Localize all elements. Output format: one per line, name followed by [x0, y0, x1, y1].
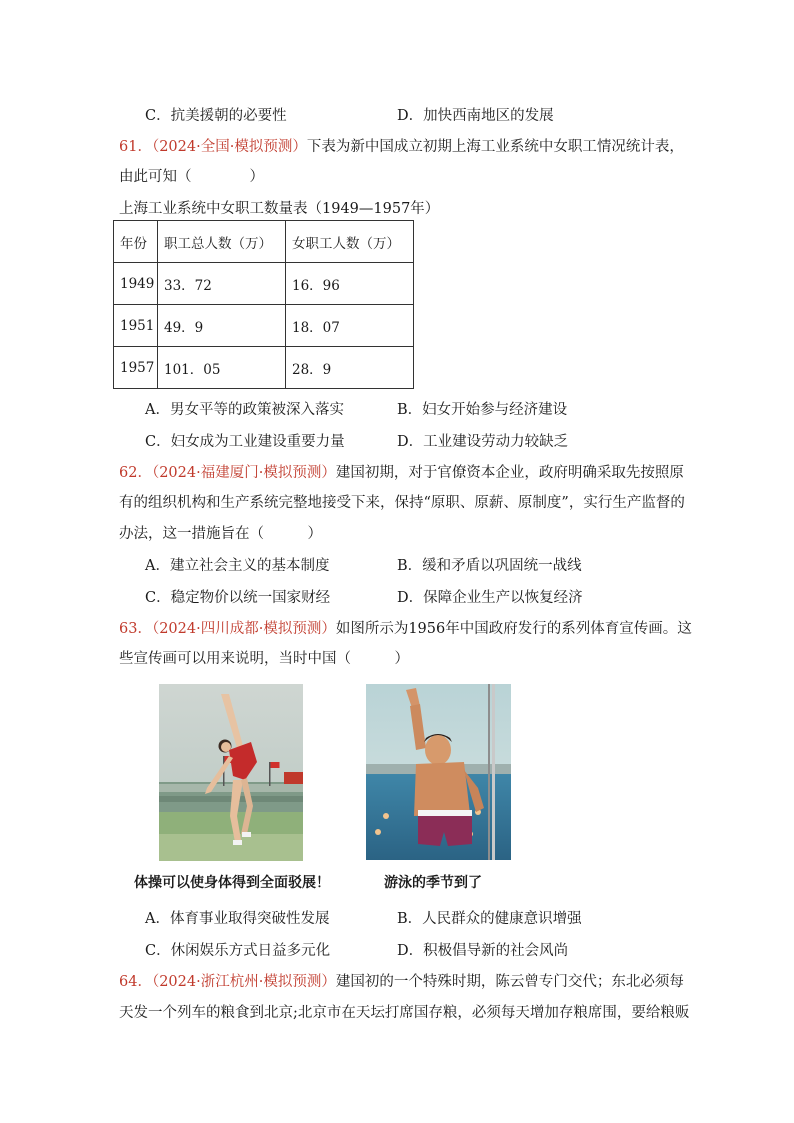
question-62-number: 62． [119, 465, 152, 481]
q61-option-a: A．男女平等的政策被深入落实 [145, 402, 344, 418]
q63-option-a: A．体育事业取得突破性发展 [145, 911, 330, 927]
table-header-female: 女职工人数（万） [286, 221, 414, 263]
table-header-row [114, 221, 414, 263]
q63-option-b: B．人民群众的健康意识增强 [397, 911, 582, 927]
question-64-source: （2024·浙江杭州·模拟预测） [151, 974, 336, 990]
table-row [114, 263, 414, 305]
table-cell: 28．9 [286, 347, 414, 389]
table-cell: 16．96 [286, 263, 414, 305]
table-cell: 1957 [114, 347, 158, 389]
table-cell: 18．07 [286, 305, 414, 347]
question-64-stem-part1: 建国初的一个特殊时期，陈云曾专门交代；东北必须每 [335, 974, 684, 990]
q60-option-c: C．抗美援朝的必要性 [145, 108, 287, 124]
question-63-number: 63． [119, 621, 152, 637]
table-row [114, 347, 414, 389]
gymnastics-poster-illustration [159, 684, 303, 861]
table-header-total: 职工总人数（万） [158, 221, 286, 263]
swimming-poster-illustration [366, 684, 511, 860]
table-cell: 49．9 [158, 305, 286, 347]
question-63-stem-part1: 如图所示为1956年中国政府发行的系列体育宣传画。这 [335, 621, 692, 637]
question-62-stem-part2: 有的组织机构和生产系统完整地接受下来，保持“原职、原薪、原制度”，实行生产监督的 [119, 495, 685, 511]
question-64-stem-part2: 天发一个列车的粮食到北京;北京市在天坛打席国存粮，必须每天增加存粮席围，要给粮贩 [119, 1005, 690, 1021]
question-62-stem-part3: 办法，这一措施旨在（ ） [119, 526, 322, 542]
q62-option-d: D．保障企业生产以恢复经济 [397, 590, 583, 606]
question-61-stem-part2: 由此可知（ ） [119, 169, 264, 185]
q60-option-d: D．加快西南地区的发展 [397, 108, 554, 124]
table-cell: 1951 [114, 305, 158, 347]
q63-option-c: C．休闲娱乐方式日益多元化 [145, 943, 331, 959]
question-63-line1 [119, 617, 692, 638]
question-62-stem-part1: 建国初期，对于官僚资本企业，政府明确采取先按照原 [335, 465, 684, 481]
gymnastics-poster-image [159, 684, 303, 861]
question-63-source: （2024·四川成都·模拟预测） [151, 621, 336, 637]
table-cell: 33．72 [158, 263, 286, 305]
question-63-stem-part2: 些宣传画可以用来说明，当时中国（ ） [119, 651, 409, 667]
swimming-poster-caption: 游泳的季节到了 [384, 875, 482, 891]
table-title: 上海工业系统中女职工数量表（1949—1957年） [119, 201, 440, 217]
question-61-line1 [119, 135, 684, 156]
gymnastics-poster-caption: 体操可以使身体得到全面驳展！ [134, 875, 330, 891]
q63-option-d: D．积极倡导新的社会风尚 [397, 943, 569, 959]
q61-option-b: B．妇女开始参与经济建设 [397, 402, 568, 418]
table-cell: 1949 [114, 263, 158, 305]
table-row [114, 305, 414, 347]
question-61-source: （2024·全国·模拟预测） [151, 139, 307, 155]
q61-option-c: C．妇女成为工业建设重要力量 [145, 434, 345, 450]
q62-option-b: B．缓和矛盾以巩固统一战线 [397, 558, 582, 574]
question-62-line1 [119, 461, 684, 482]
stats-table [113, 220, 414, 389]
q62-option-a: A．建立社会主义的基本制度 [145, 558, 330, 574]
question-64-number: 64． [119, 974, 152, 990]
q62-option-c: C．稳定物价以统一国家财经 [145, 590, 331, 606]
table-header-year: 年份 [114, 221, 158, 263]
question-62-source: （2024·福建厦门·模拟预测） [151, 465, 336, 481]
question-64-line1 [119, 970, 684, 991]
question-61-number: 61． [119, 139, 152, 155]
question-61-stem-part1: 下表为新中国成立初期上海工业系统中女职工情况统计表， [306, 139, 684, 155]
q61-option-d: D．工业建设劳动力较缺乏 [397, 434, 569, 450]
swimming-poster-image [366, 684, 511, 860]
table-cell: 101．05 [158, 347, 286, 389]
